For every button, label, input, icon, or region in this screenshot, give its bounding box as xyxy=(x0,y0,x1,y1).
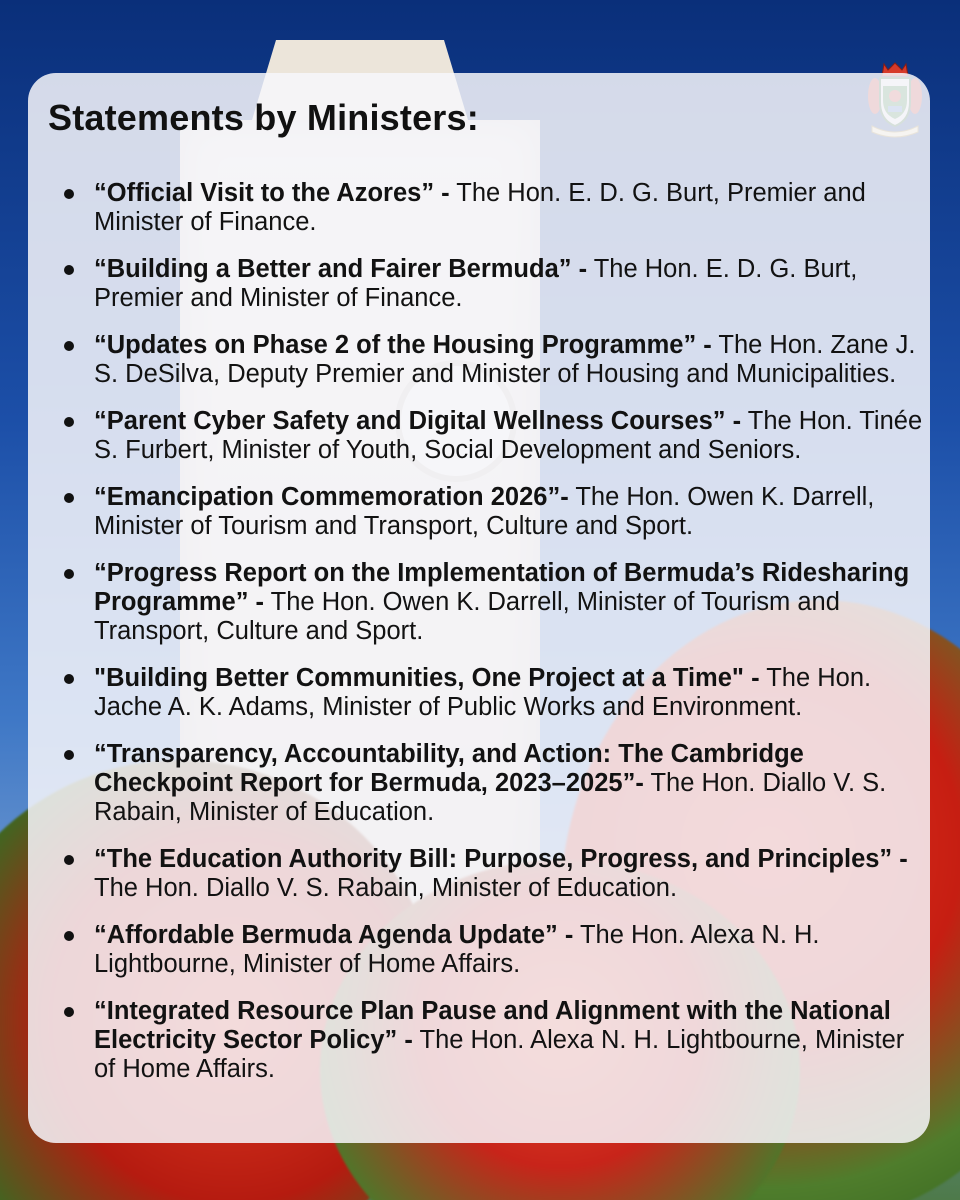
statement-title: “The Education Authority Bill: Purpose, Progress, and Principles” - xyxy=(94,845,908,873)
list-item xyxy=(48,407,928,465)
statement-speaker: The Hon. Alexa N. H. Lightbourne, Minister of Home Affairs. xyxy=(94,921,820,978)
statement-title: "Building Better Communities, One Project at a Time" - xyxy=(94,664,760,692)
list-item xyxy=(48,740,928,827)
statement-speaker: The Hon. Zane J. S. DeSilva, Deputy Premier and Minister of Housing and Municipalities. xyxy=(94,331,916,388)
statement-speaker: The Hon. Diallo V. S. Rabain, Minister of Education. xyxy=(94,874,678,902)
bullet-icon xyxy=(64,569,74,579)
list-item xyxy=(48,997,928,1084)
list-item xyxy=(48,483,928,541)
statement-speaker: The Hon. E. D. G. Burt, Premier and Minister of Finance. xyxy=(94,179,866,236)
statement-title: “Parent Cyber Safety and Digital Wellness Courses” - xyxy=(94,407,742,435)
statement-title: “Progress Report on the Implementation of Bermuda’s Ridesharing Programme” - xyxy=(94,559,910,616)
statements-list xyxy=(48,179,928,1102)
bullet-icon xyxy=(64,493,74,503)
bullet-icon xyxy=(64,750,74,760)
list-item xyxy=(48,331,928,389)
bullet-icon xyxy=(64,674,74,684)
bullet-icon xyxy=(64,1007,74,1017)
list-item xyxy=(48,664,928,722)
statement-title: “Building a Better and Fairer Bermuda” - xyxy=(94,255,588,283)
statement-speaker: The Hon. Diallo V. S. Rabain, Minister of Education. xyxy=(94,769,887,826)
bullet-icon xyxy=(64,417,74,427)
page-title: Statements by Ministers: xyxy=(48,97,479,138)
statement-title: “Updates on Phase 2 of the Housing Programme” - xyxy=(94,331,712,359)
bullet-icon xyxy=(64,341,74,351)
list-item xyxy=(48,921,928,979)
list-item xyxy=(48,559,928,646)
statement-title: “Emancipation Commemoration 2026”- xyxy=(94,483,569,511)
statement-title: “Integrated Resource Plan Pause and Alignment with the National Electricity Sector Policy” - xyxy=(94,997,891,1054)
statement-speaker: The Hon. Tinée S. Furbert, Minister of Youth, Social Development and Seniors. xyxy=(94,407,923,464)
statement-speaker: The Hon. Owen K. Darrell, Minister of Tourism and Transport, Culture and Sport. xyxy=(94,483,875,540)
statement-title: “Affordable Bermuda Agenda Update” - xyxy=(94,921,574,949)
statement-title: “Official Visit to the Azores” - xyxy=(94,179,450,207)
list-item xyxy=(48,845,928,903)
statement-speaker: The Hon. Alexa N. H. Lightbourne, Minister of Home Affairs. xyxy=(94,1026,905,1083)
statements-panel xyxy=(28,73,930,1143)
statement-speaker: The Hon. Owen K. Darrell, Minister of Tourism and Transport, Culture and Sport. xyxy=(94,588,840,645)
statement-speaker: The Hon. E. D. G. Burt, Premier and Minister of Finance. xyxy=(94,255,858,312)
list-item xyxy=(48,179,928,237)
list-item xyxy=(48,255,928,313)
bullet-icon xyxy=(64,265,74,275)
bullet-icon xyxy=(64,855,74,865)
statement-speaker: The Hon. Jache A. K. Adams, Minister of Public Works and Environment. xyxy=(94,664,872,721)
bullet-icon xyxy=(64,931,74,941)
statement-title: “Transparency, Accountability, and Action: The Cambridge Checkpoint Report for Bermuda, 2023–2025”- xyxy=(94,740,804,797)
bullet-icon xyxy=(64,189,74,199)
